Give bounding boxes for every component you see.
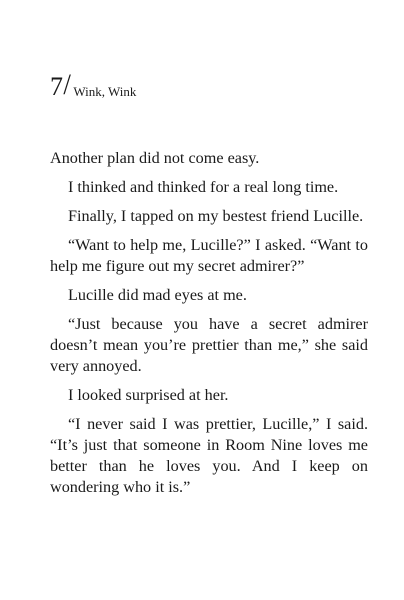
paragraph: I thinked and thinked for a real long time. bbox=[68, 178, 339, 196]
chapter-body bbox=[50, 148, 368, 506]
paragraph: “I never said I was prettier, Lucille,” I said. “It’s just that someone in Room Nine loves me better than he loves you. And I keep on wondering who it is.” bbox=[50, 415, 368, 496]
paragraph: “Just because you have a secret admirer doesn’t mean you’re prettier than me,” she said very annoyed. bbox=[50, 315, 368, 375]
paragraph: Lucille did mad eyes at me. bbox=[68, 286, 247, 304]
chapter-number: 7 bbox=[50, 72, 62, 101]
paragraph: “Want to help me, Lucille?” I asked. “Want to help me figure out my secret admirer?” bbox=[50, 236, 368, 275]
paragraph: Another plan did not come easy. bbox=[50, 149, 260, 167]
paragraph: Finally, I tapped on my bestest friend Lucille. bbox=[68, 207, 364, 225]
chapter-slash: / bbox=[63, 68, 71, 101]
chapter-heading bbox=[50, 70, 136, 100]
paragraph: I looked surprised at her. bbox=[68, 386, 229, 404]
chapter-title: Wink, Wink bbox=[73, 84, 137, 99]
